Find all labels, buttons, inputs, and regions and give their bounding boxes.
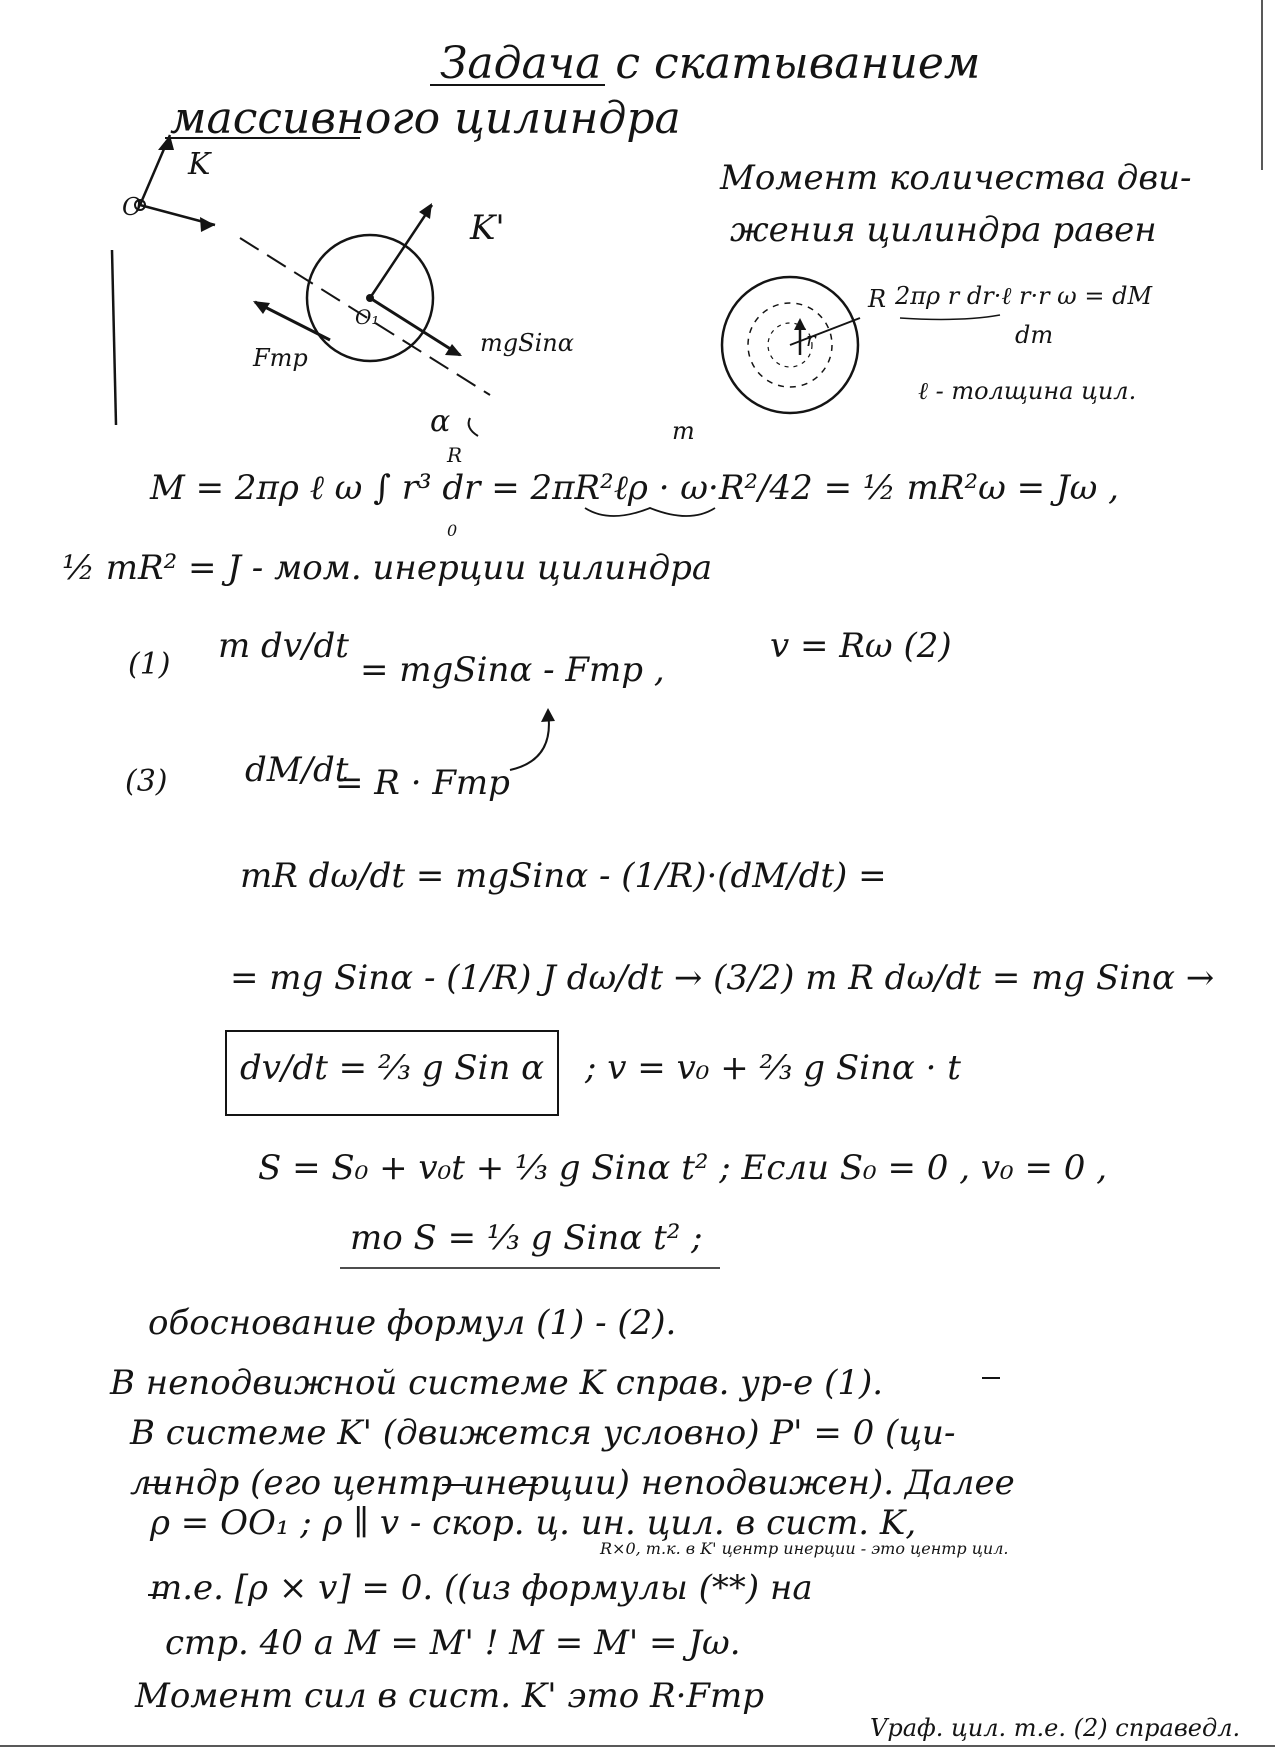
footnote: R×0, т.к. в K' центр инерции - это центр цил. — [600, 1539, 1009, 1558]
eq2-text: v = Rω (2) — [770, 626, 952, 666]
page-title-line2: массивного цилиндра — [170, 93, 681, 144]
eq1-label: (1) — [128, 647, 171, 682]
moment-note-line1: Момент количества дви- — [720, 158, 1192, 198]
integral-upper-limit: R — [447, 443, 463, 467]
frame-k1-axis — [370, 205, 432, 298]
path-result: то S = ⅓ g Sinα t² ; — [350, 1218, 703, 1258]
equation-moment: M = 2πρ ℓ ω ∫ r³ dr = 2πR²ℓρ · ω·R²/42 = ½ mR²ω = Jω , — [150, 468, 1119, 508]
integral-lower-limit: 0 — [447, 521, 458, 540]
frame-k1-label: K' — [470, 208, 505, 248]
equation-derivation-2: = mg Sinα - (1/R) J dω/dt → (3/2) m R dω/dt = mg Sinα → — [230, 958, 1215, 998]
boxed-equation: dv/dt = ⅔ g Sin α — [240, 1048, 545, 1088]
friction-label: Fтр — [253, 344, 308, 372]
para-line-4: линдр (его центр инерции) неподвижен). Далее — [130, 1463, 1015, 1503]
frame-k-label: K — [188, 147, 211, 182]
para-line-7: стр. 40 a M = M' ! M = M' = Jω. — [165, 1623, 741, 1663]
equation-inertia: ½ mR² = J - мом. инерции цилиндра — [62, 548, 713, 588]
eq3-label: (3) — [125, 764, 168, 799]
para-line-8: Момент сил в сист. K' это R·Fтр — [135, 1676, 764, 1716]
eq3-rhs: = R · Fтр — [335, 763, 510, 803]
para-line-1: обоснование формул (1) - (2). — [148, 1303, 677, 1343]
arrowhead-icon — [200, 217, 215, 232]
page-title-line1: Задача с скатыванием — [440, 38, 981, 89]
eq1-rhs: = mgSinα - Fтр , — [360, 650, 665, 690]
equation-derivation-1: mR dω/dt = mgSinα - (1/R)·(dM/dt) = — [240, 856, 887, 896]
para-line-2: В неподвижной системе K справ. ур-е (1). — [110, 1363, 884, 1403]
eq3-lhs: dM/dt — [245, 750, 349, 790]
para-line-9: Vраф. цил. т.е. (2) справедл. — [870, 1714, 1241, 1742]
thickness-note: ℓ - толщина цил. — [918, 377, 1137, 405]
inner-radius-label: r — [806, 327, 816, 351]
gravity-label: mgSinα — [480, 329, 574, 357]
angle-arc — [469, 418, 478, 436]
radius-label: R — [868, 285, 887, 313]
velocity-equation: ; v = v₀ + ⅔ g Sinα · t — [585, 1048, 961, 1088]
path-equation: S = S₀ + v₀t + ⅓ g Sinα t² ; Если S₀ = 0 , v₀ = 0 , — [258, 1148, 1108, 1188]
arrowhead-icon — [541, 708, 555, 722]
brace-under — [585, 508, 715, 516]
para-line-3: В системе K' (движется условно) P' = 0 (ци- — [130, 1413, 956, 1453]
integrand-underline — [900, 315, 1000, 319]
integrand-text: 2πρ r dr·ℓ r·r ω = dM — [895, 282, 1153, 310]
origin-label: O — [122, 193, 142, 221]
angle-label: α — [430, 404, 451, 439]
mass-above-label: m — [672, 417, 695, 445]
center-label: O₁ — [355, 305, 380, 329]
eq1-lhs: m dv/dt — [218, 626, 349, 666]
para-line-6: т.е. [ρ × v] = 0. ((из формулы (**) на — [150, 1568, 813, 1608]
dm-label: dm — [1015, 321, 1054, 349]
moment-note-line2: жения цилиндра равен — [730, 210, 1157, 250]
wall-line — [112, 250, 116, 425]
gravity-arrow — [370, 298, 460, 355]
para-line-5: ρ = OO₁ ; ρ ∥ v - скор. ц. ин. цил. в сист. K, — [150, 1503, 917, 1543]
